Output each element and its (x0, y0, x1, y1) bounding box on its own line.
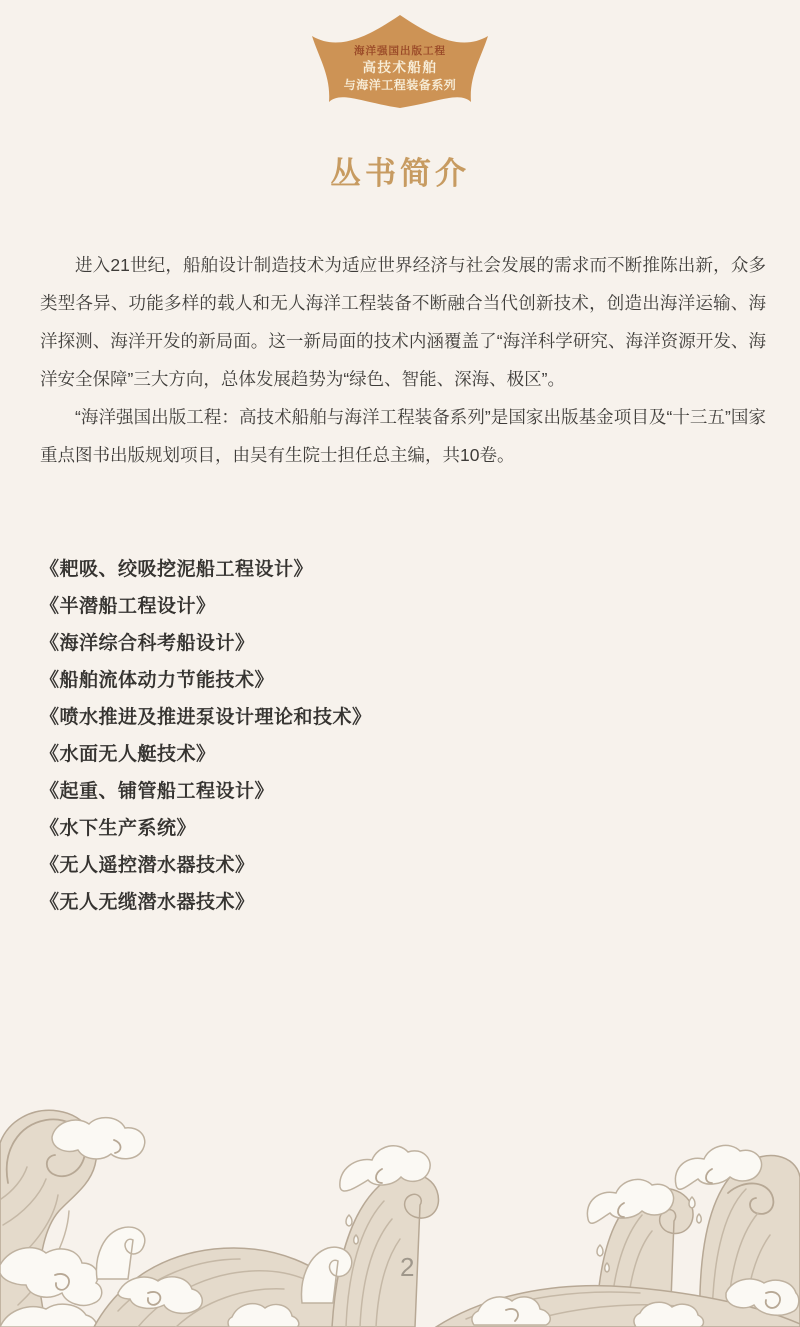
book-title: 《水下生产系统》 (40, 818, 197, 839)
badge-series-name-line1: 高技术船舶 (362, 60, 438, 75)
book-title: 《起重、铺管船工程设计》 (40, 781, 275, 802)
badge-series-name-line2: 与海洋工程装备系列 (343, 78, 457, 92)
book-list (40, 551, 766, 921)
book-title: 《喷水推进及推进泵设计理论和技术》 (40, 707, 372, 728)
series-badge (311, 12, 489, 112)
mound-right-bottom (436, 1279, 800, 1327)
wave-illustration (0, 1097, 800, 1327)
intro-paragraph-1: 进入21世纪，船舶设计制造技术为适应世界经济与社会发展的需求而不断推陈出新，众多类型各异、功能多样的载人和无人海洋工程装备不断融合当代创新技术，创造出海洋运输、海洋探测、海洋开发的新局面。这一新局面的技术内涵覆盖了“海洋科学研究、海洋资源开发、海洋安全保障”三大方向，总体发展趋势为“绿色、智能、深海、极区”。 (40, 255, 766, 389)
book-title: 《水面无人艇技术》 (40, 744, 216, 765)
book-title: 《耙吸、绞吸挖泥船工程设计》 (40, 559, 314, 580)
intro-paragraph-2: “海洋强国出版工程：高技术船舶与海洋工程装备系列”是国家出版基金项目及“十三五”国家重点图书出版规划项目，由吴有生院士担任总主编，共10卷。 (40, 407, 766, 465)
page-number: 2 (400, 1252, 415, 1282)
crest-center (302, 1146, 439, 1327)
book-title: 《海洋综合科考船设计》 (40, 633, 255, 654)
book-title: 《船舶流体动力节能技术》 (40, 670, 275, 691)
page-title: 丛书简介 (330, 156, 470, 191)
book-title: 《无人遥控潜水器技术》 (40, 855, 255, 876)
badge-series-label: 海洋强国出版工程 (354, 45, 446, 57)
intro-text (40, 246, 766, 474)
book-title: 《无人无缆潜水器技术》 (40, 892, 255, 913)
book-title: 《半潜船工程设计》 (40, 596, 216, 617)
